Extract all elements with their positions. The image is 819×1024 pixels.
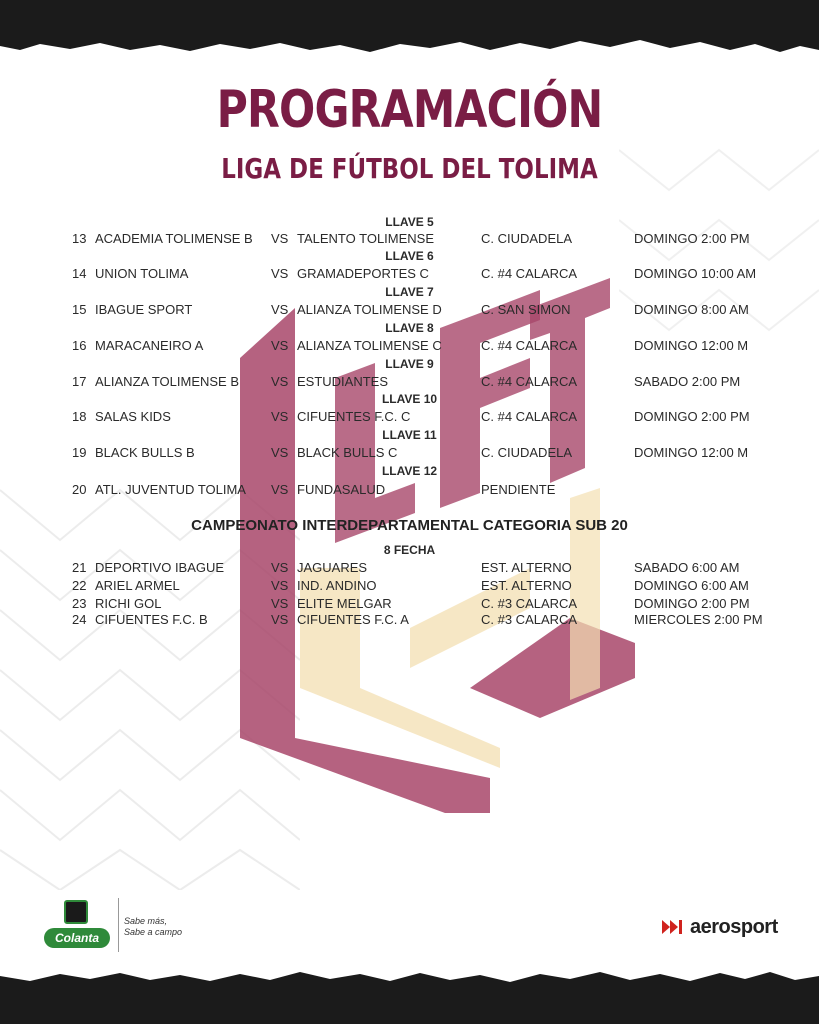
llave-heading: LLAVE 8: [385, 321, 434, 335]
match-number: 14: [72, 266, 87, 281]
colanta-logo: [44, 896, 108, 952]
match-number: 24: [72, 612, 87, 627]
colanta-slogan: [124, 916, 204, 938]
aerosport-sponsor: [662, 914, 778, 940]
match-number: 13: [72, 231, 87, 246]
match-row: [0, 482, 819, 498]
match-number: 16: [72, 338, 87, 353]
venue: C. #4 CALARCA: [481, 338, 578, 353]
match-row: [0, 445, 819, 461]
slogan-line-2: Sabe a campo: [124, 927, 183, 937]
home-team: CIFUENTES F.C. B: [95, 612, 208, 627]
llave-heading: LLAVE 11: [382, 428, 437, 442]
home-team: RICHI GOL: [95, 596, 162, 611]
venue: EST. ALTERNO: [481, 560, 572, 575]
home-team: BLACK BULLS B: [95, 445, 195, 460]
match-time: DOMINGO 10:00 AM: [634, 266, 757, 281]
away-team: ALIANZA TOLIMENSE D: [297, 302, 442, 317]
venue: C. CIUDADELA: [481, 231, 573, 246]
vs-label: VS: [271, 302, 289, 317]
away-team: FUNDASALUD: [297, 482, 386, 497]
home-team: ATL. JUVENTUD TOLIMA: [95, 482, 246, 497]
match-time: SABADO 2:00 PM: [634, 374, 741, 389]
away-team: CIFUENTES F.C. C: [297, 409, 411, 424]
match-row: [0, 409, 819, 425]
vs-label: VS: [271, 560, 289, 575]
match-time: DOMINGO 8:00 AM: [634, 302, 749, 317]
llave-heading: LLAVE 10: [381, 392, 438, 406]
match-time: DOMINGO 2:00 PM: [634, 409, 750, 424]
vs-label: VS: [271, 578, 289, 593]
colanta-sponsor: [44, 896, 204, 956]
torn-paper-bottom: [0, 954, 819, 1024]
vs-label: VS: [271, 266, 289, 281]
colanta-wordmark: Colanta: [44, 928, 110, 948]
match-number: 22: [72, 578, 87, 593]
away-team: IND. ANDINO: [297, 578, 377, 593]
venue: C. #4 CALARCA: [481, 266, 578, 281]
venue: EST. ALTERNO: [481, 578, 572, 593]
away-team: JAGUARES: [297, 560, 368, 575]
aerosport-wordmark: aerosport: [690, 915, 778, 938]
match-time: MIERCOLES 2:00 PM: [634, 612, 763, 627]
page-subtitle: LIGA DE FÚTBOL DEL TOLIMA: [221, 152, 598, 185]
home-team: DEPORTIVO IBAGUE: [95, 560, 225, 575]
match-row: [0, 612, 819, 628]
home-team: ACADEMIA TOLIMENSE B: [95, 231, 253, 246]
venue: C. #3 CALARCA: [481, 596, 578, 611]
vs-label: VS: [271, 482, 289, 497]
home-team: ARIEL ARMEL: [95, 578, 180, 593]
match-row: [0, 374, 819, 390]
match-number: 15: [72, 302, 87, 317]
match-time: DOMINGO 2:00 PM: [634, 596, 750, 611]
venue: C. #3 CALARCA: [481, 612, 578, 627]
match-number: 17: [72, 374, 87, 389]
match-number: 19: [72, 445, 87, 460]
away-team: TALENTO TOLIMENSE: [297, 231, 435, 246]
match-row: [0, 302, 819, 318]
vs-label: VS: [271, 409, 289, 424]
fecha-heading: 8 FECHA: [383, 543, 436, 557]
venue: C. CIUDADELA: [481, 445, 573, 460]
match-time: SABADO 6:00 AM: [634, 560, 740, 575]
venue: C. #4 CALARCA: [481, 374, 578, 389]
llave-heading: LLAVE 6: [385, 249, 434, 263]
home-team: IBAGUE SPORT: [95, 302, 193, 317]
match-time: DOMINGO 12:00 M: [634, 445, 749, 460]
aerosport-arrows-icon: [662, 920, 686, 934]
away-team: BLACK BULLS C: [297, 445, 398, 460]
vs-label: VS: [271, 338, 289, 353]
vs-label: VS: [271, 612, 289, 627]
match-time: DOMINGO 2:00 PM: [634, 231, 750, 246]
home-team: MARACANEIRO A: [95, 338, 204, 353]
away-team: ESTUDIANTES: [297, 374, 389, 389]
match-row: [0, 578, 819, 594]
match-time: DOMINGO 6:00 AM: [634, 578, 749, 593]
venue: C. #4 CALARCA: [481, 409, 578, 424]
page-title: PROGRAMACIÓN: [216, 80, 603, 140]
sponsor-divider: [118, 898, 119, 952]
match-number: 18: [72, 409, 87, 424]
match-number: 20: [72, 482, 87, 497]
home-team: ALIANZA TOLIMENSE B: [95, 374, 240, 389]
llave-heading: LLAVE 9: [385, 357, 434, 371]
vs-label: VS: [271, 445, 289, 460]
llave-heading: LLAVE 12: [381, 464, 438, 478]
away-team: GRAMADEPORTES C: [297, 266, 429, 281]
away-team: CIFUENTES F.C. A: [297, 612, 409, 627]
match-time: DOMINGO 12:00 M: [634, 338, 749, 353]
cow-icon: [64, 900, 88, 924]
venue: C. SAN SIMON: [481, 302, 571, 317]
match-row: [0, 596, 819, 612]
home-team: SALAS KIDS: [95, 409, 171, 424]
llave-heading: LLAVE 5: [385, 215, 434, 229]
slogan-line-1: Sabe más,: [124, 916, 168, 926]
match-number: 23: [72, 596, 87, 611]
vs-label: VS: [271, 231, 289, 246]
section-title: CAMPEONATO INTERDEPARTAMENTAL CATEGORIA SUB 20: [191, 517, 628, 534]
home-team: UNION TOLIMA: [95, 266, 189, 281]
away-team: ALIANZA TOLIMENSE C: [297, 338, 442, 353]
match-row: [0, 266, 819, 282]
vs-label: VS: [271, 596, 289, 611]
match-row: [0, 560, 819, 576]
match-number: 21: [72, 560, 87, 575]
venue: PENDIENTE: [481, 482, 556, 497]
torn-paper-top: [0, 0, 819, 80]
vs-label: VS: [271, 374, 289, 389]
away-team: ELITE MELGAR: [297, 596, 392, 611]
match-row: [0, 338, 819, 354]
match-row: [0, 231, 819, 247]
llave-heading: LLAVE 7: [385, 285, 434, 299]
